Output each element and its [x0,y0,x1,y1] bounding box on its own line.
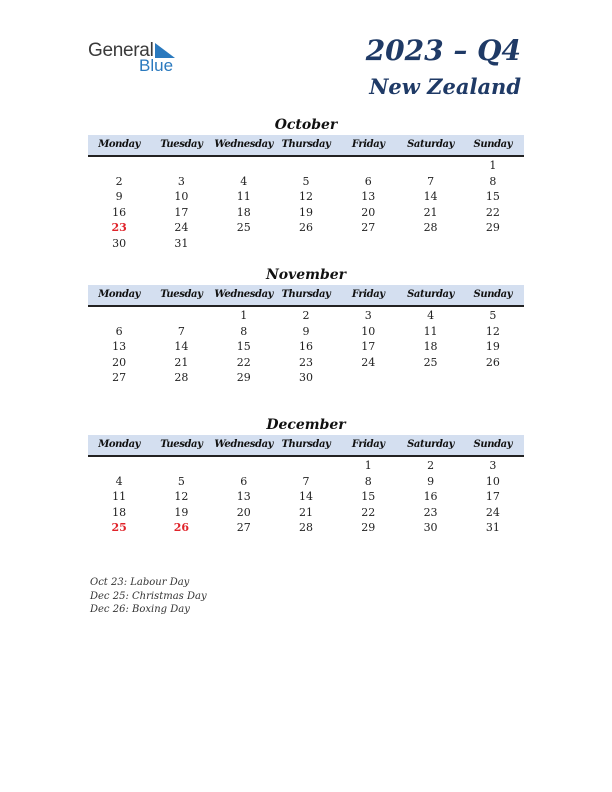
holiday-note: Dec 26: Boxing Day [90,604,190,615]
day-cell: 21 [423,205,438,219]
month-november [88,265,524,386]
weekday-label: Tuesday [160,439,203,450]
day-cell [88,158,150,174]
week-row [88,370,524,386]
day-cell: 24 [174,221,189,234]
day-cell: 16 [112,205,127,219]
day-cell: 23 [423,505,438,519]
day-cell: 16 [298,340,313,353]
weekday-label: Saturday [407,139,455,150]
day-cell [275,458,337,474]
day-cell: 28 [423,221,438,234]
day-cell: 6 [115,324,123,338]
weekday-label: Sunday [473,289,513,300]
week-row [88,220,524,236]
day-cell [399,370,461,386]
day-cell: 3 [364,309,372,322]
day-cell: 30 [423,521,438,534]
day-cell: 15 [485,190,500,203]
day-cell: 6 [240,474,248,488]
day-cell: 24 [361,355,376,369]
day-cell: 27 [112,371,127,384]
weekday-label: Thursday [281,439,331,450]
week-row [88,158,524,174]
day-cell: 21 [298,505,313,519]
week-row [88,458,524,474]
week-row [88,489,524,505]
weekday-label: Thursday [281,289,331,300]
day-cell [213,158,275,174]
day-cell [88,308,150,324]
day-cell [399,158,461,174]
day-cell: 31 [174,236,189,250]
day-cell: 11 [423,324,438,338]
day-cell: 8 [240,324,248,338]
holiday-note: Oct 23: Labour Day [90,577,190,588]
day-cell: 5 [302,174,310,188]
week-row [88,355,524,371]
day-cell: 1 [489,159,497,172]
day-cell: 7 [302,474,310,488]
country-title: New Zealand [369,74,521,99]
weekday-label: Wednesday [214,289,274,300]
day-cell [399,236,461,252]
week-row [88,474,524,490]
weekday-label: Saturday [407,439,455,450]
day-cell: 13 [112,340,127,353]
weekday-label: Friday [351,439,385,450]
day-cell: 28 [298,521,313,534]
month-title: October [274,117,338,133]
week-row [88,520,524,536]
day-cell: 18 [112,505,127,519]
weekday-label: Sunday [473,139,513,150]
day-cell: 15 [236,340,251,353]
day-cell: 19 [485,340,500,353]
logo-text-blue: Blue [139,56,174,75]
day-cell: 3 [177,174,185,188]
day-cell: 29 [361,521,376,534]
day-cell [150,158,212,174]
day-cell: 27 [236,521,251,534]
day-cell: 10 [485,474,500,488]
weekday-header [88,135,524,157]
day-cell: 17 [485,490,500,503]
day-cell: 11 [112,490,127,503]
quarter-title: 2023 – Q4 [365,34,521,67]
day-cell: 10 [174,190,189,203]
weekday-label: Monday [98,139,141,150]
day-cell [337,370,399,386]
day-cell: 28 [174,371,189,384]
day-cell: 26 [485,355,500,369]
day-cell: 23 [298,355,313,369]
holiday-date: 23 [111,221,127,234]
day-cell: 5 [177,474,185,488]
day-cell: 11 [236,190,251,203]
day-cell: 8 [364,474,372,488]
week-row [88,189,524,205]
day-cell: 2 [115,174,123,188]
day-cell: 13 [361,190,376,203]
month-december [88,415,524,536]
day-cell: 4 [427,309,435,322]
day-cell: 7 [177,324,185,338]
day-cell: 17 [174,205,189,219]
day-cell: 7 [427,174,435,188]
day-cell: 1 [240,309,248,322]
weekday-label: Wednesday [214,139,274,150]
day-cell: 2 [302,309,310,322]
day-cell: 16 [423,490,438,503]
day-cell [337,158,399,174]
holiday-date: 25 [111,521,127,534]
day-cell [462,370,524,386]
month-grid [88,458,524,536]
day-cell: 26 [298,221,313,234]
week-row [88,339,524,355]
weekday-label: Thursday [281,139,331,150]
day-cell: 29 [236,371,251,384]
day-cell [150,308,212,324]
weekday-header [88,435,524,457]
day-cell: 6 [364,174,372,188]
day-cell: 10 [361,324,376,338]
day-cell: 4 [115,474,123,488]
day-cell: 20 [361,205,376,219]
weekday-label: Monday [98,289,141,300]
day-cell: 5 [489,309,497,322]
weekday-label: Saturday [407,289,455,300]
holiday-note: Dec 25: Christmas Day [90,590,207,602]
day-cell: 12 [485,324,500,338]
day-cell: 14 [423,190,438,203]
day-cell: 30 [298,371,313,384]
day-cell: 21 [174,355,189,369]
day-cell [275,158,337,174]
day-cell [150,458,212,474]
day-cell: 13 [236,490,251,503]
month-grid [88,308,524,386]
day-cell: 18 [236,205,251,219]
day-cell: 19 [298,205,313,219]
day-cell: 24 [485,505,500,519]
day-cell: 4 [240,174,248,188]
brand-logo [88,40,188,80]
day-cell: 22 [361,505,376,519]
day-cell: 8 [489,174,497,188]
day-cell: 22 [236,355,251,369]
week-row [88,174,524,190]
day-cell: 2 [427,459,435,472]
weekday-label: Tuesday [160,139,203,150]
weekday-label: Monday [98,439,141,450]
day-cell: 12 [298,190,313,203]
day-cell: 20 [236,505,251,519]
week-row [88,308,524,324]
week-row [88,324,524,340]
day-cell: 19 [174,505,189,519]
day-cell: 29 [485,221,500,234]
weekday-label: Friday [351,289,385,300]
day-cell [213,236,275,252]
day-cell: 20 [112,355,127,369]
month-grid [88,158,524,251]
day-cell: 27 [361,221,376,234]
week-row [88,205,524,221]
month-title: December [266,417,346,433]
day-cell: 25 [423,355,438,369]
day-cell: 31 [485,521,500,534]
day-cell: 25 [236,221,251,234]
day-cell: 9 [427,474,435,488]
weekday-header [88,285,524,307]
day-cell: 14 [174,340,189,353]
day-cell [337,236,399,252]
day-cell: 30 [112,236,127,250]
month-title: November [265,267,347,283]
day-cell [88,458,150,474]
day-cell: 18 [423,340,438,353]
day-cell [213,458,275,474]
day-cell: 9 [302,324,310,338]
week-row [88,505,524,521]
logo-text-general: General [88,40,154,61]
weekday-label: Tuesday [160,289,203,300]
weekday-label: Friday [351,139,385,150]
weekday-label: Sunday [473,439,513,450]
holiday-date: 26 [173,521,190,534]
holiday-notes [90,576,207,617]
day-cell: 3 [489,459,497,472]
day-cell: 15 [361,490,376,503]
day-cell: 1 [364,459,372,472]
day-cell [462,236,524,252]
month-october [88,115,524,251]
day-cell: 22 [485,205,500,219]
day-cell [275,236,337,252]
week-row [88,236,524,252]
day-cell: 12 [174,490,189,503]
day-cell: 17 [361,340,376,353]
day-cell: 14 [298,490,313,503]
day-cell: 9 [115,190,123,203]
weekday-label: Wednesday [214,439,274,450]
